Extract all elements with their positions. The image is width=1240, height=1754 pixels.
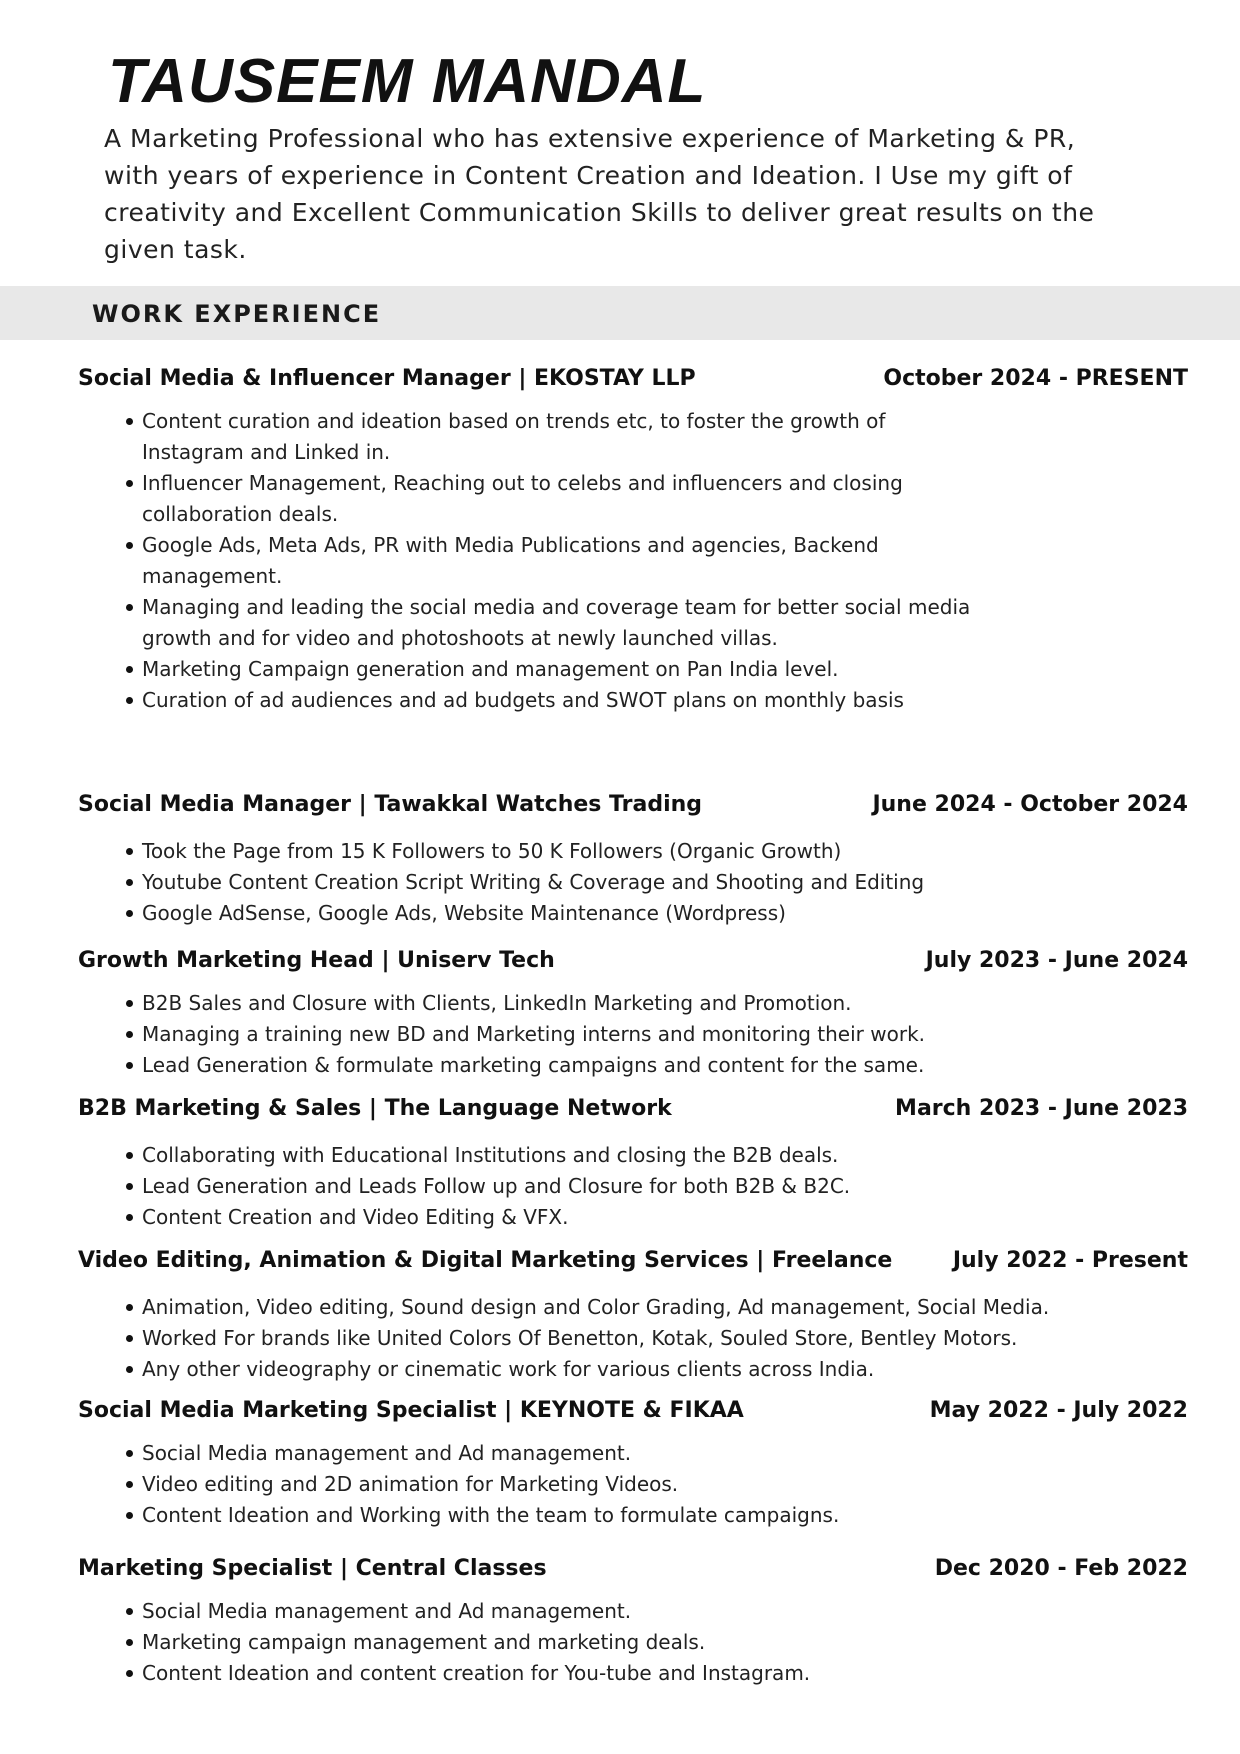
job-entry [78, 366, 1188, 716]
bullet-icon [126, 1183, 133, 1190]
bullet-icon [126, 1304, 133, 1311]
bullet-icon [126, 418, 133, 425]
job-bullet [78, 1500, 1182, 1531]
job-bullet [78, 1354, 1182, 1385]
bullet-text: B2B Sales and Closure with Clients, LinkedIn Marketing and Promotion. [142, 991, 852, 1015]
bullet-text: Took the Page from 15 K Followers to 50 K Followers (Organic Growth) [142, 839, 842, 863]
bullet-icon [126, 879, 133, 886]
job-bullet [78, 1140, 1182, 1171]
job-bullet [78, 1323, 1182, 1354]
bullet-text: Collaborating with Educational Institutions and closing the B2B deals. [142, 1143, 839, 1167]
job-date: July 2022 - Present [952, 1248, 1188, 1273]
job-bullet [78, 1202, 1182, 1233]
bullet-icon [126, 1335, 133, 1342]
job-bullet-list [78, 406, 1188, 716]
section-title-work-experience: WORK EXPERIENCE [92, 300, 382, 328]
job-bullet [78, 1658, 1182, 1689]
bullet-icon [126, 1000, 133, 1007]
job-bullet [78, 1596, 1182, 1627]
bullet-icon [126, 1366, 133, 1373]
job-bullet [78, 468, 982, 530]
job-bullet [78, 654, 982, 685]
job-date: July 2023 - June 2024 [925, 948, 1188, 973]
job-entry [78, 1398, 1188, 1531]
bullet-icon [126, 1481, 133, 1488]
job-date: May 2022 - July 2022 [929, 1398, 1188, 1423]
bullet-text: Social Media management and Ad management. [142, 1441, 632, 1465]
job-bullet [78, 1438, 1182, 1469]
job-title: Social Media & Influencer Manager | EKOSTAY LLP [78, 366, 696, 391]
bullet-icon [126, 1062, 133, 1069]
job-bullet-list [78, 1438, 1188, 1531]
bullet-icon [126, 480, 133, 487]
job-title: Marketing Specialist | Central Classes [78, 1556, 547, 1581]
bullet-text: Marketing Campaign generation and management on Pan India level. [142, 657, 839, 681]
job-bullet [78, 1050, 1182, 1081]
bullet-text: Google AdSense, Google Ads, Website Maintenance (Wordpress) [142, 901, 786, 925]
job-bullet [78, 1469, 1182, 1500]
bullet-text: Curation of ad audiences and ad budgets and SWOT plans on monthly basis [142, 688, 904, 712]
job-entry [78, 1248, 1188, 1385]
job-entry [78, 792, 1188, 929]
job-title: Video Editing, Animation & Digital Marketing Services | Freelance [78, 1248, 893, 1273]
job-title: Social Media Marketing Specialist | KEYNOTE & FIKAA [78, 1398, 744, 1423]
job-bullet [78, 988, 1182, 1019]
bullet-icon [126, 1031, 133, 1038]
job-date: June 2024 - October 2024 [872, 792, 1188, 817]
job-bullet [78, 836, 1182, 867]
job-bullet [78, 898, 1182, 929]
bullet-icon [126, 1512, 133, 1519]
bullet-text: Managing and leading the social media and coverage team for better social media growth and for video and photoshoots at newly launched villas. [142, 595, 971, 650]
bullet-text: Content curation and ideation based on trends etc, to foster the growth of Instagram and Linked in. [142, 409, 886, 464]
bullet-icon [126, 1450, 133, 1457]
bullet-text: Lead Generation and Leads Follow up and Closure for both B2B & B2C. [142, 1174, 851, 1198]
job-bullet-list [78, 1292, 1188, 1385]
bullet-icon [126, 1214, 133, 1221]
bullet-text: Worked For brands like United Colors Of Benetton, Kotak, Souled Store, Bentley Motors. [142, 1326, 1018, 1350]
resume-name: TAUSEEM MANDAL [108, 47, 707, 116]
bullet-text: Animation, Video editing, Sound design and Color Grading, Ad management, Social Media. [142, 1295, 1050, 1319]
job-entry [78, 1096, 1188, 1233]
job-bullet [78, 406, 982, 468]
job-bullet-list [78, 1596, 1188, 1689]
job-title: Social Media Manager | Tawakkal Watches Trading [78, 792, 703, 817]
job-bullet-list [78, 1140, 1188, 1233]
job-bullet [78, 685, 982, 716]
bullet-text: Managing a training new BD and Marketing interns and monitoring their work. [142, 1022, 926, 1046]
bullet-text: Marketing campaign management and marketing deals. [142, 1630, 706, 1654]
bullet-icon [126, 910, 133, 917]
job-bullet-list [78, 836, 1188, 929]
job-bullet [78, 1292, 1182, 1323]
bullet-text: Influencer Management, Reaching out to celebs and influencers and closing collaboration deals. [142, 471, 903, 526]
job-date: March 2023 - June 2023 [895, 1096, 1188, 1121]
bullet-icon [126, 697, 133, 704]
bullet-text: Google Ads, Meta Ads, PR with Media Publications and agencies, Backend management. [142, 533, 879, 588]
bullet-icon [126, 666, 133, 673]
bullet-icon [126, 848, 133, 855]
job-date: Dec 2020 - Feb 2022 [934, 1556, 1188, 1581]
job-title: Growth Marketing Head | Uniserv Tech [78, 948, 555, 973]
bullet-icon [126, 1152, 133, 1159]
bullet-text: Content Ideation and content creation for You-tube and Instagram. [142, 1661, 811, 1685]
job-bullet [78, 1171, 1182, 1202]
job-entry [78, 948, 1188, 1081]
bullet-icon [126, 1639, 133, 1646]
job-bullet [78, 1627, 1182, 1658]
job-title: B2B Marketing & Sales | The Language Network [78, 1096, 672, 1121]
job-bullet [78, 867, 1182, 898]
bullet-text: Lead Generation & formulate marketing campaigns and content for the same. [142, 1053, 925, 1077]
job-bullet [78, 1019, 1182, 1050]
bullet-text: Content Creation and Video Editing & VFX. [142, 1205, 569, 1229]
bullet-text: Video editing and 2D animation for Marketing Videos. [142, 1472, 679, 1496]
job-date: October 2024 - PRESENT [883, 366, 1188, 391]
profile-summary: A Marketing Professional who has extensive experience of Marketing & PR, with years of experience in Content Creation and Ideation. I Use my gift of creativity and Excellent Communication Skills to deliver great results on the given task. [104, 124, 1095, 264]
job-bullet-list [78, 988, 1188, 1081]
bullet-text: Content Ideation and Working with the team to formulate campaigns. [142, 1503, 840, 1527]
job-bullet [78, 592, 982, 654]
bullet-text: Youtube Content Creation Script Writing & Coverage and Shooting and Editing [142, 870, 925, 894]
bullet-text: Any other videography or cinematic work for various clients across India. [142, 1357, 875, 1381]
bullet-text: Social Media management and Ad management. [142, 1599, 632, 1623]
job-bullet [78, 530, 982, 592]
job-entry [78, 1556, 1188, 1689]
bullet-icon [126, 1608, 133, 1615]
bullet-icon [126, 1670, 133, 1677]
bullet-icon [126, 542, 133, 549]
bullet-icon [126, 604, 133, 611]
